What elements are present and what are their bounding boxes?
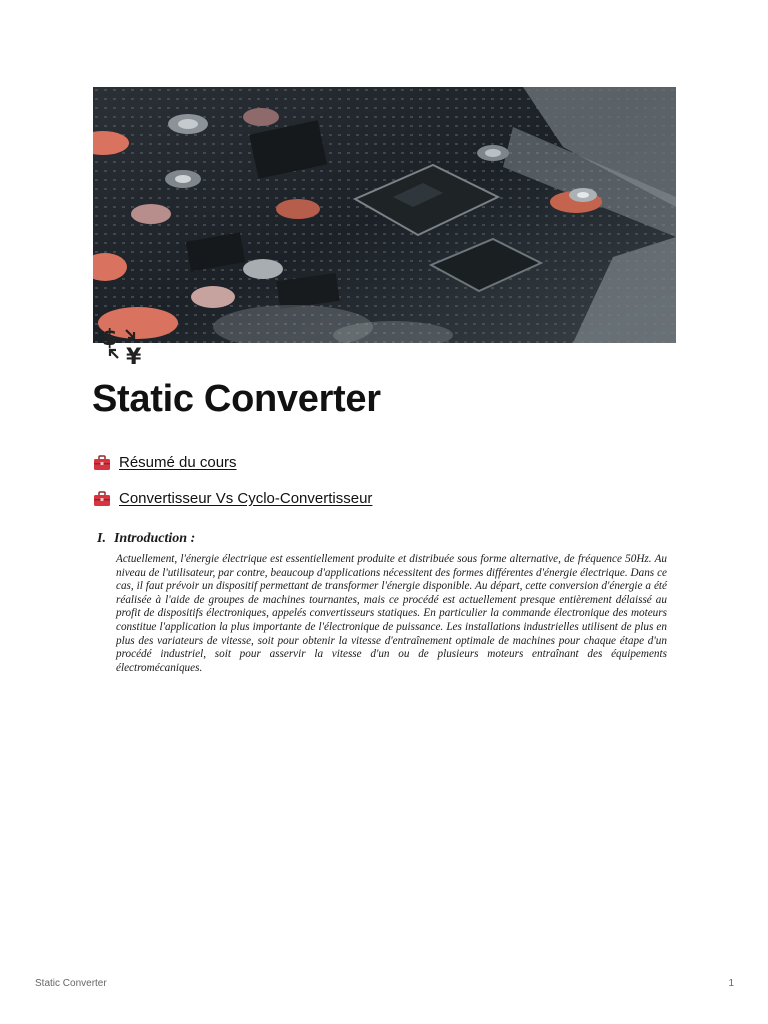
link-label[interactable]: Convertisseur Vs Cyclo-Convertisseur xyxy=(119,490,373,507)
footer-title: Static Converter xyxy=(35,978,107,989)
link-convertisseur-vs-cyclo[interactable] xyxy=(93,490,372,507)
cover-image xyxy=(93,87,676,343)
toolbox-icon xyxy=(93,455,111,471)
svg-text:$: $ xyxy=(102,326,118,351)
currency-exchange-icon xyxy=(100,324,148,368)
circuit-board-photo xyxy=(93,87,676,343)
svg-text:¥: ¥ xyxy=(126,345,142,368)
link-resume-du-cours[interactable] xyxy=(93,454,237,471)
section-heading: Introduction : xyxy=(113,531,196,546)
introduction-image xyxy=(97,531,667,675)
introduction-paragraph: Actuellement, l'énergie électrique est essentiellement produite et distribuée sous forme alternative, de fréquence 50Hz. Au niveau de l'utilisateur, par contre, beaucoup d'applications nécessitent des formes différentes d'énergie électrique. Dans ce cas, il faut prévoir un dispositif permettant de transformer l'énergie disponible. Au départ, cette conversion d'énergie a été réalisée à l'aide de groupes de machines tournantes, mais ce procédé est actuellement presque entièrement délaissé au profit de dispositifs électroniques, appelés convertisseurs statiques. En particulier la commande électronique des moteurs constitue l'application la plus importante de l'électronique de puissance. Les installations industrielles utilisent de plus en plus des variateurs de vitesse, soit pour obtenir la vitesse d'entraînement optimale de machines pour chaque étape d'un procédé industriel, soit pour asservir la vitesse d'un ou de plusieurs moteurs entraînant des équipements électromécaniques. xyxy=(116,553,667,674)
page-title: Static Converter xyxy=(92,378,381,420)
link-label[interactable]: Résumé du cours xyxy=(119,454,237,471)
introduction-heading xyxy=(97,531,667,547)
toolbox-icon xyxy=(93,491,111,507)
section-number: I. xyxy=(97,531,106,546)
page-number: 1 xyxy=(728,978,734,989)
